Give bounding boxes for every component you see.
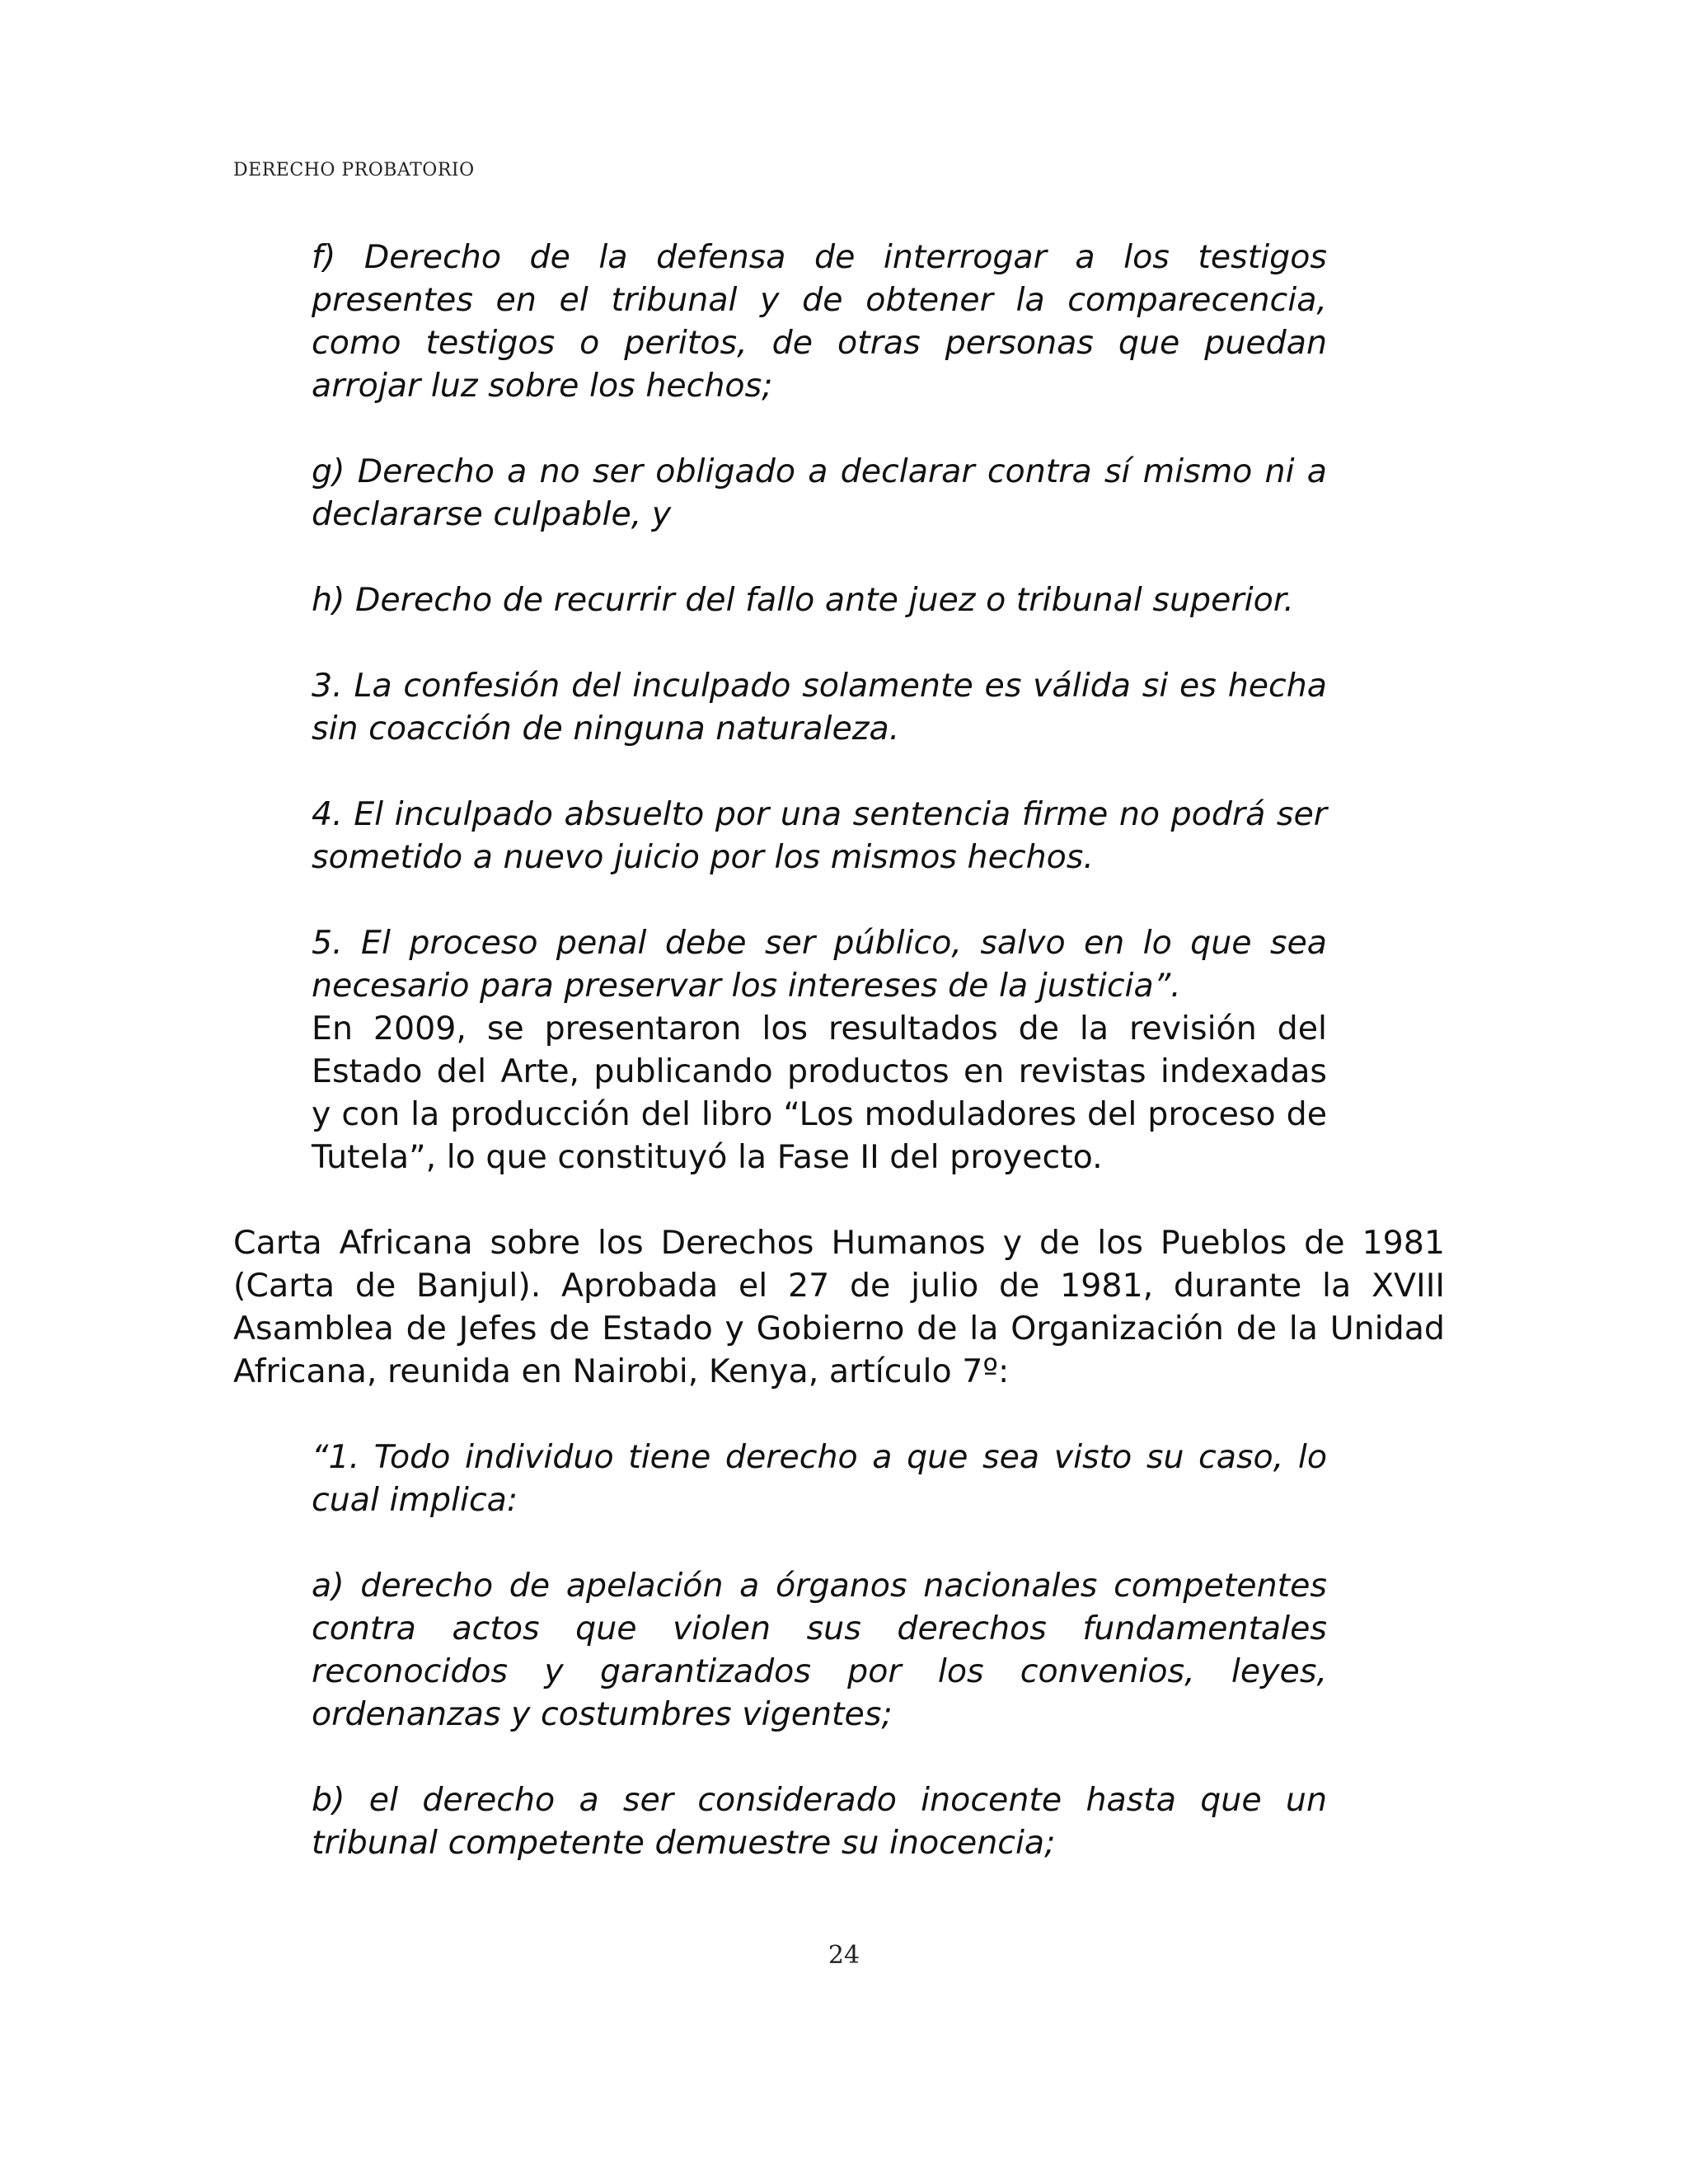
page-number: 24 (828, 1941, 860, 1970)
running-header: DERECHO PROBATORIO (233, 160, 475, 180)
quote-item-b: b) el derecho a ser considerado inocente hasta que un tribunal competente demuestre su inocencia; (312, 1781, 1327, 1862)
quote-item-a: a) derecho de apelación a órganos nacionales competentes contra actos que violen sus derechos fundamentales reconocidos y garantizados por los convenios, leyes, ordenanzas y costumbres vigentes; (312, 1567, 1327, 1733)
quote-block-rights (312, 236, 1327, 1007)
quote-item-h: h) Derecho de recurrir del fallo ante juez o tribunal superior. (312, 581, 1294, 619)
inserted-paragraph: En 2009, se presentaron los resultados de la revisión del Estado del Arte, publicando productos en revistas indexadas y con la producción del libro “Los moduladores del proceso de Tutela”, lo que constituyó la Fase II del proyecto. (312, 1010, 1327, 1176)
quote-item-g: g) Derecho a no ser obligado a declarar contra sí mismo ni a declararse culpable, y (312, 452, 1327, 533)
quote-item-4: 4. El inculpado absuelto por una sentencia firme no podrá ser sometido a nuevo juicio por los mismos hechos. (312, 795, 1327, 876)
quote-block-african-charter (312, 1436, 1327, 1864)
quote-item-3: 3. La confesión del inculpado solamente es válida si es hecha sin coacción de ninguna naturaleza. (312, 667, 1327, 748)
body-paragraph-banjul: Carta Africana sobre los Derechos Humanos y de los Pueblos de 1981 (Carta de Banjul). Aprobada el 27 de julio de 1981, durante la XVIII Asamblea de Jefes de Estado y Gobierno de la Organización de la Unidad Africana, reunida en Nairobi, Kenya, artículo 7º: (233, 1224, 1445, 1390)
quote-item-1: “1. Todo individuo tiene derecho a que sea visto su caso, lo cual implica: (312, 1438, 1327, 1519)
quote-item-5: 5. El proceso penal debe ser público, salvo en lo que sea necesario para preservar los intereses de la justicia”. (312, 924, 1327, 1005)
quote-item-f: f) Derecho de la defensa de interrogar a los testigos presentes en el tribunal y de obtener la comparecencia, como testigos o peritos, de otras personas que puedan arrojar luz sobre los hechos; (312, 238, 1327, 405)
